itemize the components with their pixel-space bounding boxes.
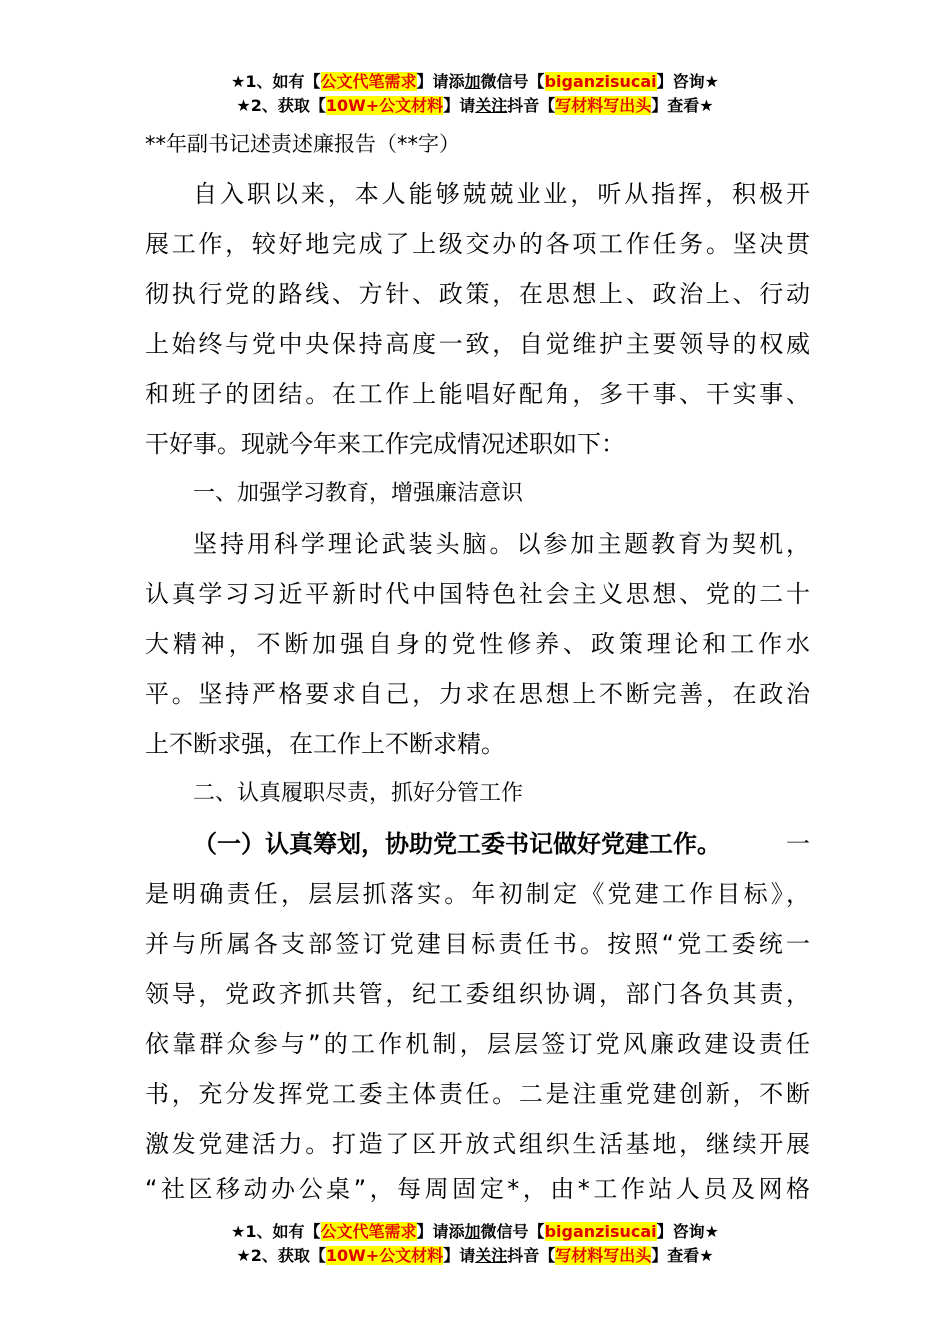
section-heading: 二、认真履职尽责，抓好分管工作 [193, 781, 524, 806]
body-line: 依靠群众参与”的工作机制，层层签订党风廉政建设责任 [145, 1030, 810, 1058]
body-line: 坚持用科学理论武装头脑。以参加主题教育为契机， [193, 530, 810, 558]
highlight-text: 公文代笔需求 [320, 1222, 417, 1241]
highlight-text: biganzisucai [544, 72, 657, 91]
body-line: 是明确责任，层层抓落实。年初制定《党建工作目标》， [145, 880, 810, 908]
footer-notice-line-2: ★2、获取【10W+公文材料】请关注抖音【写材料写出头】查看★ [236, 1246, 714, 1265]
subheading-bold: （一）认真筹划，协助党工委书记做好党建工作。 [193, 830, 721, 858]
body-line: 认真学习习近平新时代中国特色社会主义思想、党的二十 [145, 580, 810, 608]
body-line: 上不断求强，在工作上不断求精。 [145, 730, 505, 758]
subheading-line: （一）认真筹划，协助党工委书记做好党建工作。 一 [193, 827, 810, 861]
section-heading: 一、加强学习教育，增强廉洁意识 [193, 481, 524, 506]
body-line: 平。坚持严格要求自己，力求在思想上不断完善，在政治 [145, 680, 810, 708]
body-line: 和班子的团结。在工作上能唱好配角，多干事、干实事、 [145, 380, 810, 408]
document-title: **年副书记述责述廉报告（**字） [145, 132, 460, 156]
body-line: 上始终与党中央保持高度一致，自觉维护主要领导的权威 [145, 330, 810, 358]
highlight-text: 10W+公文材料 [325, 1246, 444, 1265]
header-notice-line-2: ★2、获取【10W+公文材料】请关注抖音【写材料写出头】查看★ [236, 96, 714, 115]
body-line: “社区移动办公桌”，每周固定*，由*工作站人员及网格 [145, 1175, 810, 1203]
highlight-text: 写材料写出头 [555, 1246, 652, 1265]
body-line: 大精神，不断加强自身的党性修养、政策理论和工作水 [145, 630, 810, 658]
footer-notice-line-1: ★1、如有【公文代笔需求】请添加微信号【biganzisucai】咨询★ [231, 1222, 719, 1241]
body-line: 书，充分发挥党工委主体责任。二是注重党建创新，不断 [145, 1080, 810, 1108]
body-line: 领导，党政齐抓共管，纪工委组织协调，部门各负其责， [145, 980, 810, 1008]
header-notice-line-1: ★1、如有【公文代笔需求】请添加微信号【biganzisucai】咨询★ [231, 72, 719, 91]
highlight-text: 写材料写出头 [555, 96, 652, 115]
body-line: 激发党建活力。打造了区开放式组织生活基地，继续开展 [145, 1130, 810, 1158]
body-line: 自入职以来，本人能够兢兢业业，听从指挥，积极开 [193, 180, 810, 208]
body-line: 彻执行党的路线、方针、政策，在思想上、政治上、行动 [145, 280, 810, 308]
highlight-text: 10W+公文材料 [325, 96, 444, 115]
highlight-text: 公文代笔需求 [320, 72, 417, 91]
body-line: 展工作，较好地完成了上级交办的各项工作任务。坚决贯 [145, 230, 810, 258]
highlight-text: biganzisucai [544, 1222, 657, 1241]
body-line: 干好事。现就今年来工作完成情况述职如下： [145, 430, 625, 458]
body-line: 并与所属各支部签订党建目标责任书。按照“党工委统一 [145, 930, 810, 958]
